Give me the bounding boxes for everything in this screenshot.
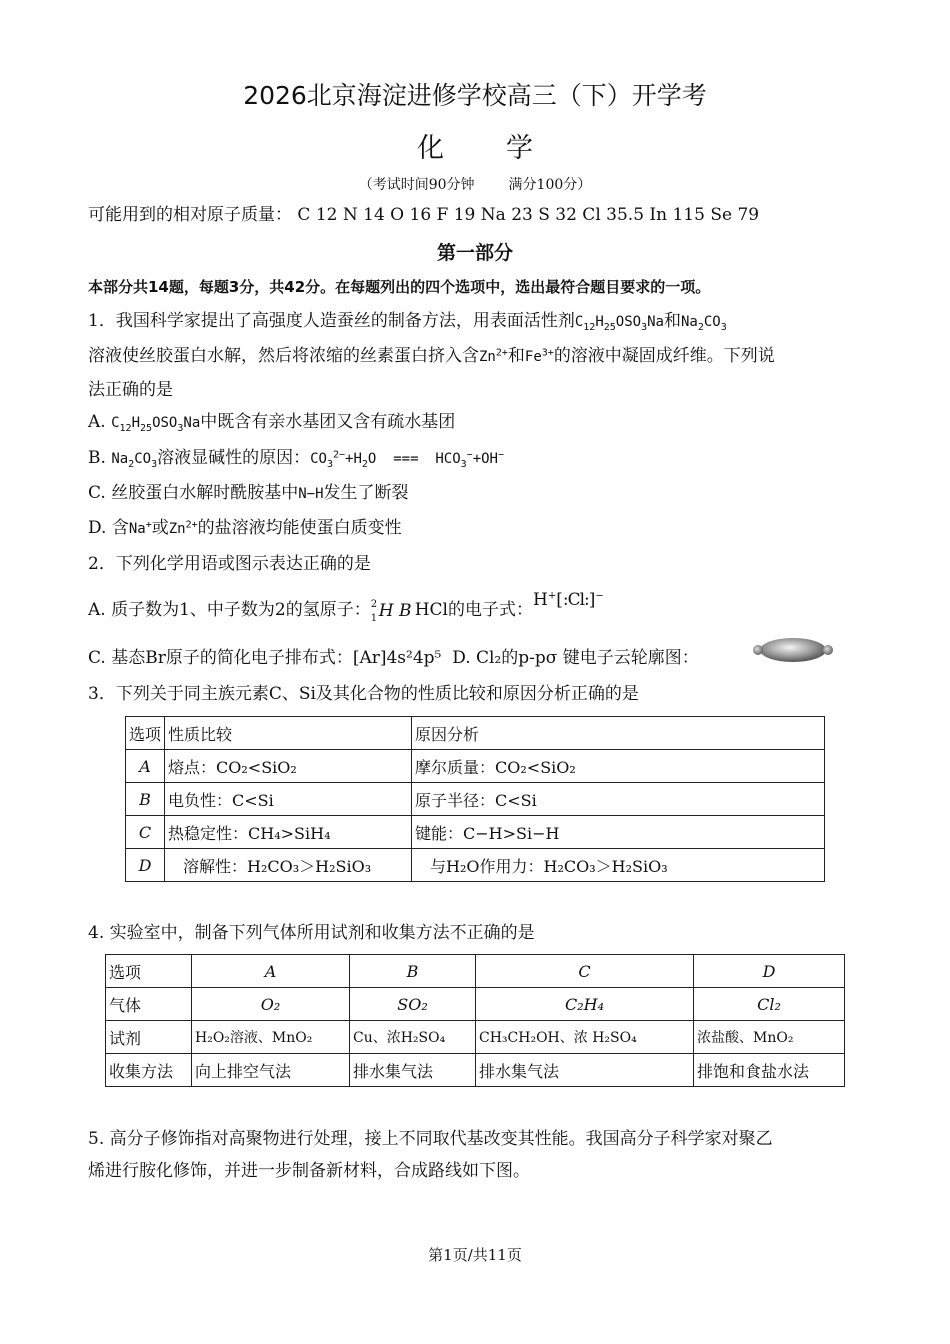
subject-title: 化学 [417, 133, 595, 164]
q1-option-b: B. $Na_2CO_3$溶液显碱性的原因：$CO_3^{2-}+H_2O$ === $HCO_3^-+OH^-$ [88, 448, 505, 470]
table-row: 收集方法 向上排空气法 排水集气法 排水集气法 排饱和食盐水法 [106, 1054, 845, 1087]
q4-stem: 4. 实验室中，制备下列气体所用试剂和收集方法不正确的是 [88, 923, 535, 943]
q3-stem: 3．下列关于同主族元素C、Si及其化合物的性质比较和原因分析正确的是 [88, 684, 639, 704]
formula-na2co3: $Na_2CO_3$ [680, 314, 727, 333]
time-note: （考试时间90分钟 [358, 177, 475, 193]
q1-stem-line1: 1．我国科学家提出了高强度人造蚕丝的制备方法，用表面活性剂$C_{12}H_{25}OSO_3Na$和$Na_2CO_3$ [88, 311, 727, 333]
exam-title: 2026北京海淀进修学校高三（下）开学考 [243, 81, 707, 110]
q2-option-a: A. 质子数为1、中子数为2的氢原子： 2 1 H B HCl的电子式：H+[:Cl:]− [88, 590, 604, 624]
q1-option-a: A. $C_{12}H_{25}OSO_3Na$中既含有亲水基团又含有疏水基团 [88, 412, 456, 434]
hcl-electron-formula: H+[:Cl:]− [533, 590, 604, 610]
q1-stem-line2: 溶液使丝胶蛋白水解，然后将浓缩的丝素蛋白挤入含$Zn^{2+}$和$Fe^{3+}$的溶液中凝固成纤维。下列说 [88, 346, 775, 366]
p-p-sigma-cloud-icon [752, 637, 834, 663]
q3-table [125, 716, 825, 882]
q2-options-cd [88, 646, 699, 670]
q5-line2: 烯进行胺化修饰，并进一步制备新材料，合成路线如下图。 [88, 1161, 530, 1181]
table-row: A 熔点：CO₂<SiO₂ 摩尔质量：CO₂<SiO₂ [126, 750, 825, 783]
q5-line1: 5. 高分子修饰指对高聚物进行处理，接上不同取代基改变其性能。我国高分子科学家对聚乙 [88, 1129, 773, 1149]
q2-option-c: C. 基态Br原子的简化电子排布式：[Ar]4s²4p⁵ [88, 648, 442, 668]
q1-option-d: D. 含Na+或$Zn^{2+}$的盐溶液均能使蛋白质变性 [88, 518, 402, 538]
q2-option-d: D. Cl₂的p-pσ 键电子云轮廓图： [452, 648, 699, 668]
table-row: 选项 A B C D [106, 955, 845, 988]
q2-stem: 2．下列化学用语或图示表达正确的是 [88, 554, 371, 574]
score-note: 满分100分） [508, 177, 592, 193]
formula-surfactant: $C_{12}H_{25}OSO_3Na$ [574, 314, 664, 333]
hydrogen-isotope-symbol: 2 1 H B [370, 598, 412, 624]
q1-stem-line3: 法正确的是 [88, 380, 173, 400]
table-row: 试剂 H₂O₂溶液、MnO₂ Cu、浓H₂SO₄ CH₃CH₂OH、浓 H₂SO₄ 浓盐酸、MnO₂ [106, 1021, 845, 1054]
page-footer: 第1页/共11页 [428, 1246, 522, 1264]
table-row: 气体 O₂ SO₂ C₂H₄ Cl₂ [106, 988, 845, 1021]
q1-option-c: C. 丝胶蛋白水解时酰胺基中N−H发生了断裂 [88, 483, 409, 503]
part-title: 第一部分 [436, 242, 513, 264]
table-row: B 电负性：C<Si 原子半径：C<Si [126, 783, 825, 816]
table-row: D 溶解性：H₂CO₃＞H₂SiO₃ 与H₂O作用力：H₂CO₃＞H₂SiO₃ [126, 849, 825, 882]
q4-table [105, 954, 845, 1087]
exam-time-info [0, 174, 950, 194]
table-row: C 热稳定性：CH₄>SiH₄ 键能：C−H>Si−H [126, 816, 825, 849]
table-header-row: 选项 性质比较 原因分析 [126, 717, 825, 750]
part-description: 本部分共14题，每题3分，共42分。在每题列出的四个选项中，选出最符合题目要求的一项。 [88, 278, 711, 296]
atomic-mass-line: 可能用到的相对原子质量： C 12 N 14 O 16 F 19 Na 23 S 32 Cl 35.5 In 115 Se 79 [88, 205, 760, 225]
